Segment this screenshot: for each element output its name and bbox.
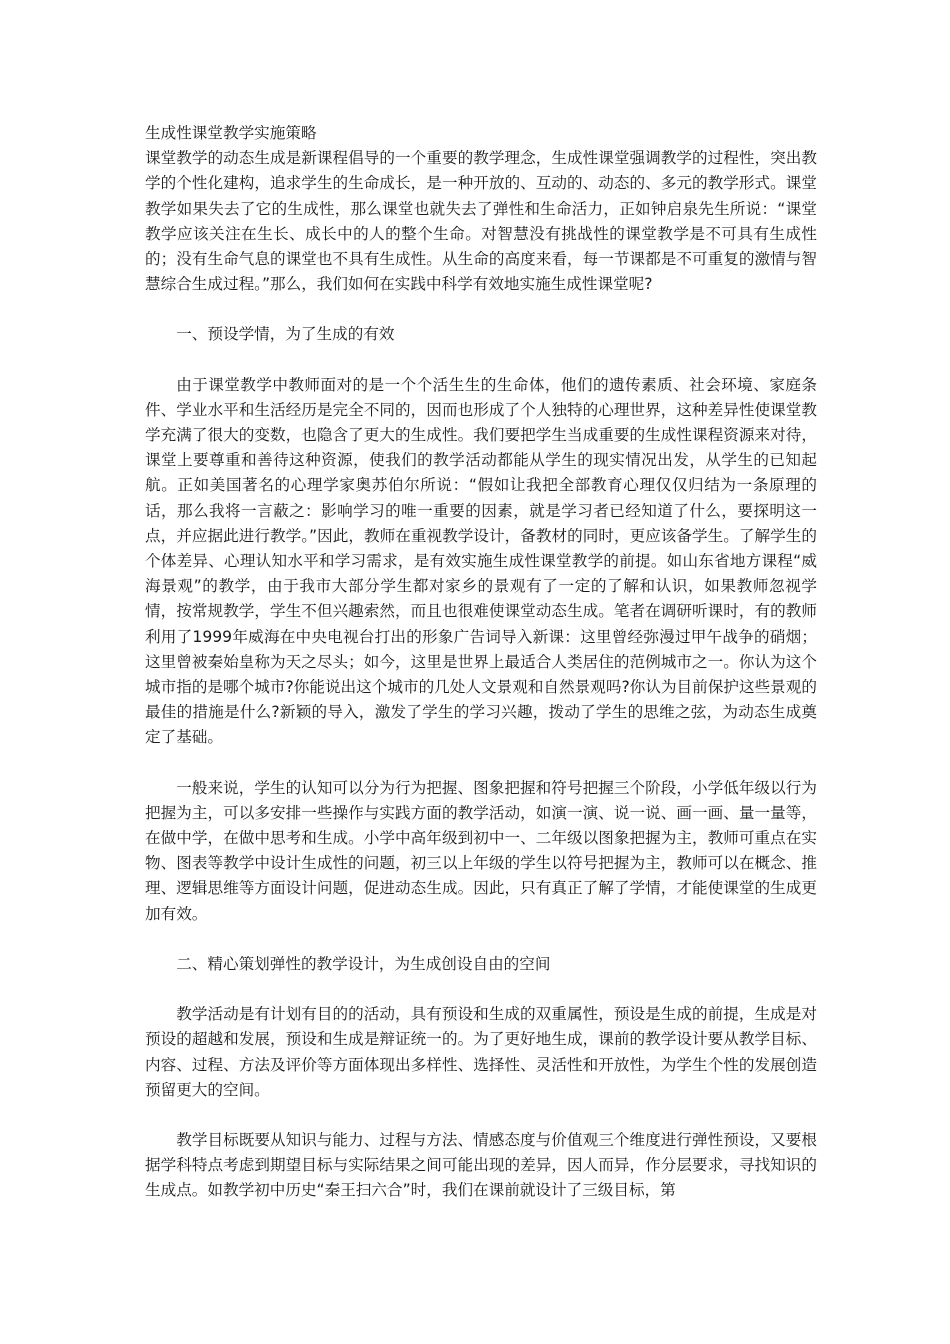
document-page: [145, 121, 817, 1204]
document-title: 生成性课堂教学实施策略: [145, 124, 317, 142]
section-2-heading: 二、精心策划弹性的教学设计，为生成创设自由的空间: [176, 954, 551, 973]
section-1-heading: 一、预设学情，为了生成的有效: [176, 325, 395, 344]
section-1-paragraph-1: 由于课堂教学中教师面对的是一个个活生生的生命体，他们的遗传素质、社会环境、家庭条件、学业水平和生活经历是完全不同的，因而也形成了个人独特的心理世界，这种差异性使课堂教学充满了很大的变数，也隐含了更大的生成性。我们要把学生当成重要的生成性课程资源来对待，课堂上要尊重和善待这种资源，使我们的教学活动都能从学生的现实情况出发，从学生的已知起航。正如美国著名的心理学家奥苏伯尔所说：“假如让我把全部教育心理仅仅归结为一条原理的话，那么我将一言蔽之：影响学习的唯一重要的因素，就是学习者已经知道了什么，要探明这一点，并应据此进行教学。”因此，教师在重视教学设计，备教材的同时，更应该备学生。了解学生的个体差异、心理认知水平和学习需求，是有效实施生成性课堂教学的前提。如山东省地方课程“威海景观”的教学，由于我市大部分学生都对家乡的景观有了一定的了解和认识，如果教师忽视学情，按常规教学，学生不但兴趣索然，而且也很难使课堂动态生成。笔者在调研听课时，有的教师利用了1999年威海在中央电视台打出的形象广告词导入新课：这里曾经弥漫过甲午战争的硝烟；这里曾被秦始皇称为天之尽头；如今，这里是世界上最适合人类居住的范例城市之一。你认为这个城市指的是哪个城市?你能说出这个城市的几处人文景观和自然景观吗?你认为目前保护这些景观的最佳的措施是什么?新颖的导入，激发了学生的学习兴趣，拨动了学生的思维之弦，为动态生成奠定了基础。: [145, 375, 817, 747]
spacer: [145, 348, 817, 373]
spacer: [145, 297, 817, 322]
section-1-paragraph-2: 一般来说，学生的认知可以分为行为把握、图象把握和符号把握三个阶段，小学低年级以行为把握为主，可以多安排一些操作与实践方面的教学活动，如演一演、说一说、画一画、量一量等，在做中学，在做中思考和生成。小学中高年级到初中一、二年级以图象把握为主，教师可重点在实物、图表等教学中设计生成性的问题，初三以上年级的学生以符号把握为主，教师可以在概念、推理、逻辑思维等方面设计问题，促进动态生成。因此，只有真正了解了学情，才能使课堂的生成更加有效。: [145, 778, 817, 923]
spacer: [145, 1103, 817, 1128]
section-2-paragraph-2: 教学目标既要从知识与能力、过程与方法、情感态度与价值观三个维度进行弹性预设，又要根据学科特点考虑到期望目标与实际结果之间可能出现的差异，因人而异，作分层要求，寻找知识的生成点。如教学初中历史“秦王扫六合”时，我们在课前就设计了三级目标，第: [145, 1130, 817, 1200]
spacer: [145, 977, 817, 1002]
spacer: [145, 927, 817, 952]
section-2-paragraph-1: 教学活动是有计划有目的的活动，具有预设和生成的双重属性，预设是生成的前提，生成是对预设的超越和发展，预设和生成是辩证统一的。为了更好地生成，课前的教学设计要从教学目标、内容、过程、方法及评价等方面体现出多样性、选择性、灵活性和开放性，为学生个性的发展创造预留更大的空间。: [145, 1005, 817, 1099]
intro-paragraph: 课堂教学的动态生成是新课程倡导的一个重要的教学理念，生成性课堂强调教学的过程性，突出教学的个性化建构，追求学生的生命成长，是一种开放的、互动的、动态的、多元的教学形式。课堂教学如果失去了它的生成性，那么课堂也就失去了弹性和生命活力，正如钟启泉先生所说：“课堂教学应该关注在生长、成长中的人的整个生命。对智慧没有挑战性的课堂教学是不可具有生成性的；没有生命气息的课堂也不具有生成性。从生命的高度来看，每一节课都是不可重复的激情与智慧综合生成过程。”那么，我们如何在实践中科学有效地实施生成性课堂呢?: [145, 149, 817, 294]
spacer: [145, 751, 817, 776]
